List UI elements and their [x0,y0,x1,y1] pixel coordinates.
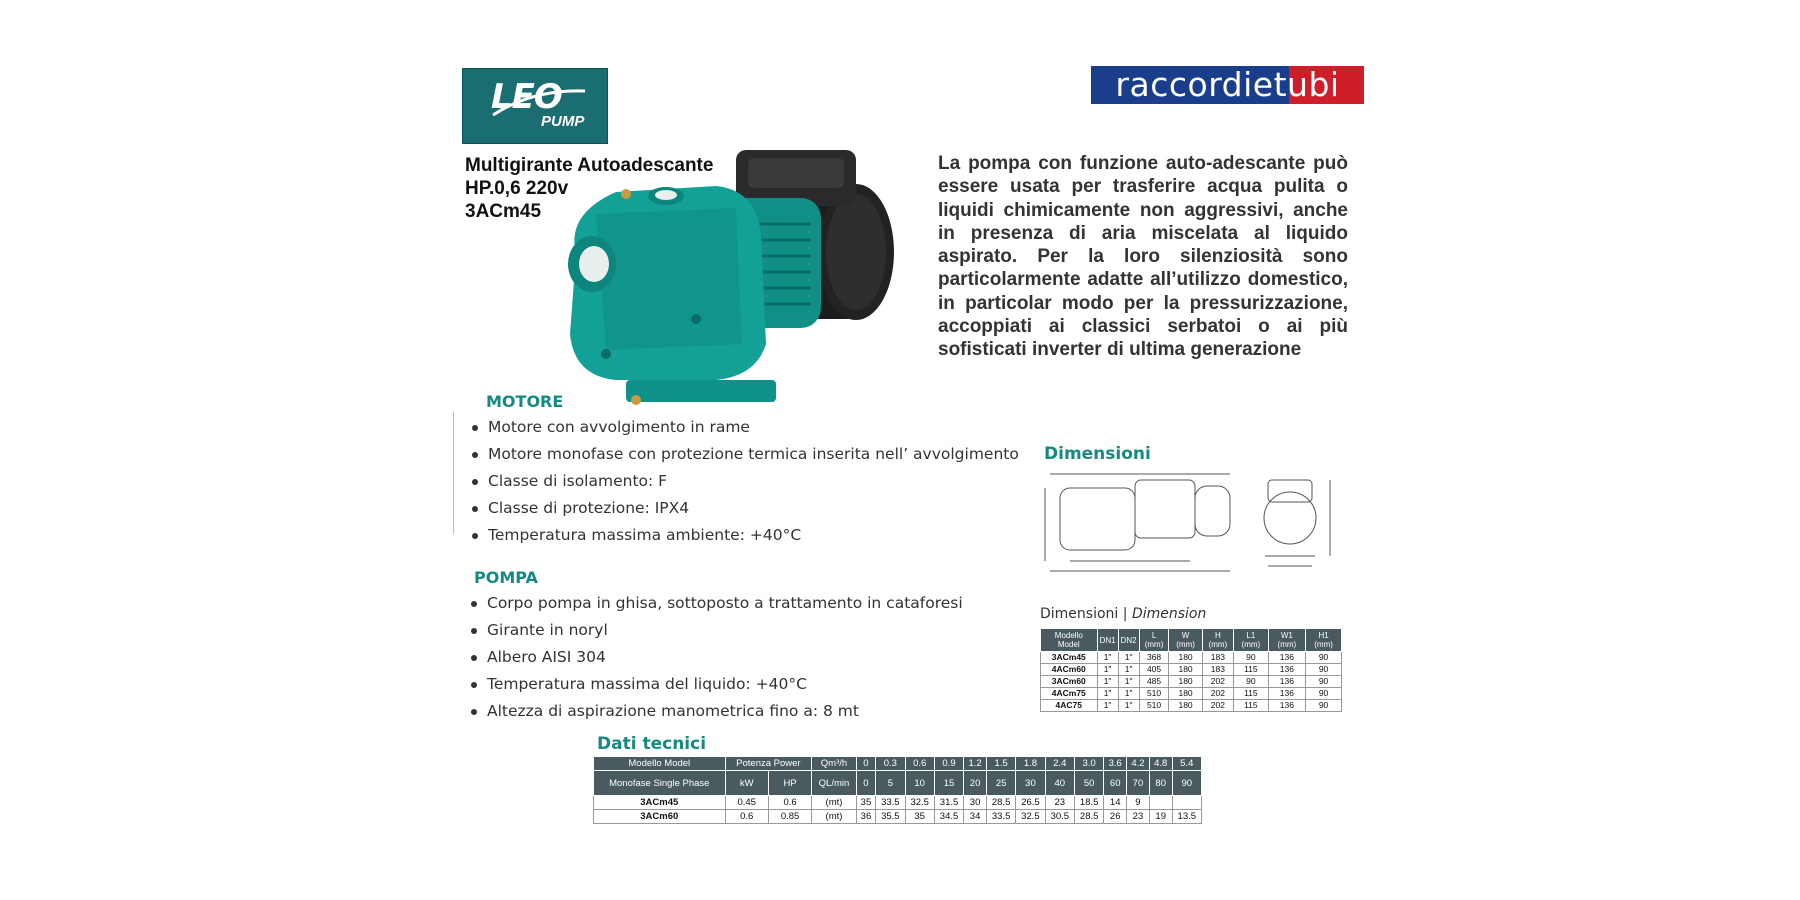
table-cell: 4ACm60 [1041,664,1098,676]
table-header: 10 [905,771,934,796]
table-cell: 368 [1139,652,1169,664]
table-cell: 32.5 [1016,810,1045,824]
logo-sub-text: PUMP [541,113,585,130]
dimensioni-heading: Dimensioni [1044,444,1151,464]
section-divider [453,412,454,534]
table-header: 1.5 [986,757,1015,771]
table-cell: 0.45 [725,796,768,810]
table-cell: 202 [1202,688,1233,700]
table-cell: 1" [1097,688,1118,700]
table-header: DN2 [1118,629,1139,652]
table-cell: 4ACm75 [1041,688,1098,700]
table-row [1041,688,1342,700]
table-cell: 180 [1169,676,1202,688]
table-cell: 26.5 [1016,796,1045,810]
table-header: 0 [856,771,875,796]
table-cell: 35 [856,796,875,810]
table-cell: 19 [1149,810,1172,824]
table-cell: 485 [1139,676,1169,688]
table-header: 3.6 [1104,757,1127,771]
product-title-line: Multigirante Autoadescante [465,155,714,176]
table-cell: 14 [1104,796,1127,810]
list-item: Girante in noryl [467,617,963,644]
table-cell: 90 [1306,676,1342,688]
table-header: L (mm) [1139,629,1169,652]
table-cell: 90 [1306,664,1342,676]
table-cell: 115 [1234,700,1269,712]
table-header: Monofase Single Phase [594,771,726,796]
table-cell: 136 [1268,700,1306,712]
dimension-caption-main: Dimensioni [1040,606,1119,622]
table-header: QL/min [812,771,856,796]
table-header: 0.6 [905,757,934,771]
table-cell: 136 [1268,688,1306,700]
list-item: Classe di isolamento: F [468,468,1019,495]
table-cell: 3ACm60 [594,810,726,824]
table-header: 40 [1045,771,1074,796]
motore-list [468,414,1019,544]
table-cell: 183 [1202,652,1233,664]
product-title-line: HP.0,6 220v [465,178,569,199]
table-header-row [1041,629,1342,652]
list-item: Motore con avvolgimento in rame [468,414,1019,441]
table-cell: 3ACm60 [1041,676,1098,688]
table-row [594,796,1202,810]
table-header: 70 [1127,771,1150,796]
table-header-row [594,771,1202,796]
dimension-drawing-image [1040,466,1340,584]
table-cell: 1" [1097,664,1118,676]
product-description: La pompa con funzione auto-adescante può essere usata per trasferire acqua pulita o liquidi chimicamente non aggressivi, anche in presenza di aria miscelata al liquido aspirato. Per la loro silenziosità sono particolarmente adatte all’utilizzo domestico, in particolar modo per la pressurizzazione, accoppiati ai classici serbatoi o ai più sofisticati inverter di ultima generazione [938,153,1348,361]
table-header: 30 [1016,771,1045,796]
table-cell: 9 [1127,796,1150,810]
table-cell: 1" [1118,664,1139,676]
list-item: Corpo pompa in ghisa, sottoposto a trattamento in cataforesi [467,590,963,617]
table-header: L1 (mm) [1234,629,1269,652]
table-header: W1 (mm) [1268,629,1306,652]
table-header: 20 [964,771,987,796]
list-item: Classe di protezione: IPX4 [468,495,1019,522]
list-item: Albero AISI 304 [467,644,963,671]
table-cell: 183 [1202,664,1233,676]
table-header: 25 [986,771,1015,796]
table-header: 4.2 [1127,757,1150,771]
table-cell: 90 [1234,676,1269,688]
table-header: 0 [856,757,875,771]
dimension-caption-alt: Dimension [1131,606,1207,622]
table-cell: 13.5 [1172,810,1201,824]
table-cell: 1" [1118,676,1139,688]
motore-heading: MOTORE [486,392,564,411]
table-row [1041,652,1342,664]
table-cell: 35 [905,810,934,824]
table-header: 50 [1074,771,1103,796]
table-cell: 1" [1097,652,1118,664]
table-cell: 3ACm45 [1041,652,1098,664]
table-header-row [594,757,1202,771]
table-cell: 4AC75 [1041,700,1098,712]
table-cell: 33.5 [876,796,905,810]
dimension-table [1040,628,1342,712]
table-cell: 136 [1268,652,1306,664]
table-cell: 0.6 [725,810,768,824]
table-cell: 510 [1139,700,1169,712]
table-header: H1 (mm) [1306,629,1342,652]
list-item: Temperatura massima del liquido: +40°C [467,671,963,698]
brand-logo-text: raccordietubi [1115,65,1340,104]
list-item: Motore monofase con protezione termica inserita nell’ avvolgimento [468,441,1019,468]
table-cell: 115 [1234,664,1269,676]
table-cell: 32.5 [905,796,934,810]
table-cell: 180 [1169,652,1202,664]
table-header: W (mm) [1169,629,1202,652]
dati-tecnici-heading: Dati tecnici [597,734,707,754]
table-cell: 1" [1118,700,1139,712]
table-cell: 1" [1097,676,1118,688]
table-cell [1172,796,1201,810]
table-cell: 26 [1104,810,1127,824]
table-cell: 30.5 [1045,810,1074,824]
table-cell: 510 [1139,688,1169,700]
table-header: H (mm) [1202,629,1233,652]
table-cell: 1" [1118,688,1139,700]
table-header: Qm³/h [812,757,856,771]
table-row [1041,664,1342,676]
leo-pump-logo [462,68,608,144]
table-cell: 28.5 [986,796,1015,810]
table-cell: 405 [1139,664,1169,676]
table-cell: 0.6 [768,796,811,810]
dimension-caption [1040,606,1206,622]
table-cell [1149,796,1172,810]
table-header: DN1 [1097,629,1118,652]
pump-product-image [556,144,944,414]
table-cell: 90 [1306,652,1342,664]
table-header: 15 [934,771,963,796]
table-cell: 23 [1045,796,1074,810]
table-cell: 202 [1202,676,1233,688]
table-cell: 136 [1268,676,1306,688]
table-cell: 33.5 [986,810,1015,824]
table-cell: 31.5 [934,796,963,810]
table-cell: 90 [1306,700,1342,712]
table-cell: 28.5 [1074,810,1103,824]
table-header: Modello Model [594,757,726,771]
list-item: Temperatura massima ambiente: +40°C [468,522,1019,544]
table-cell: 202 [1202,700,1233,712]
table-cell: (mt) [812,796,856,810]
table-cell: 35.5 [876,810,905,824]
table-cell: 90 [1234,652,1269,664]
list-item: Altezza di aspirazione manometrica fino a: 8 mt [467,698,963,725]
table-row [1041,676,1342,688]
table-cell: 34.5 [934,810,963,824]
technical-data-table [593,756,1202,824]
table-cell: 23 [1127,810,1150,824]
table-header: 1.2 [964,757,987,771]
table-header: 90 [1172,771,1201,796]
table-cell: 36 [856,810,875,824]
table-cell: 180 [1169,688,1202,700]
brand-logo [1091,66,1364,104]
table-cell: (mt) [812,810,856,824]
table-cell: 180 [1169,664,1202,676]
table-header: 0.3 [876,757,905,771]
table-header: 80 [1149,771,1172,796]
table-header: kW [725,771,768,796]
table-header: 4.8 [1149,757,1172,771]
table-header: Potenza Power [725,757,812,771]
table-cell: 18.5 [1074,796,1103,810]
table-row [594,810,1202,824]
table-cell: 1" [1097,700,1118,712]
table-cell: 180 [1169,700,1202,712]
table-cell: 30 [964,796,987,810]
table-cell: 34 [964,810,987,824]
table-header: 1.8 [1016,757,1045,771]
pompa-list [467,590,963,725]
table-cell: 3ACm45 [594,796,726,810]
table-row [1041,700,1342,712]
dimension-caption-separator: | [1122,606,1128,622]
table-header: 60 [1104,771,1127,796]
table-cell: 0.85 [768,810,811,824]
table-header: 0.9 [934,757,963,771]
table-header: 2.4 [1045,757,1074,771]
product-title-line: 3ACm45 [465,201,542,222]
table-header: 3.0 [1074,757,1103,771]
logo-main-text: LEO [491,77,562,117]
table-cell: 1" [1118,652,1139,664]
table-header: HP [768,771,811,796]
table-cell: 136 [1268,664,1306,676]
pompa-heading: POMPA [474,568,538,587]
table-header: 5 [876,771,905,796]
table-cell: 90 [1306,688,1342,700]
table-header: 5.4 [1172,757,1201,771]
table-header: Modello Model [1041,629,1098,652]
table-cell: 115 [1234,688,1269,700]
